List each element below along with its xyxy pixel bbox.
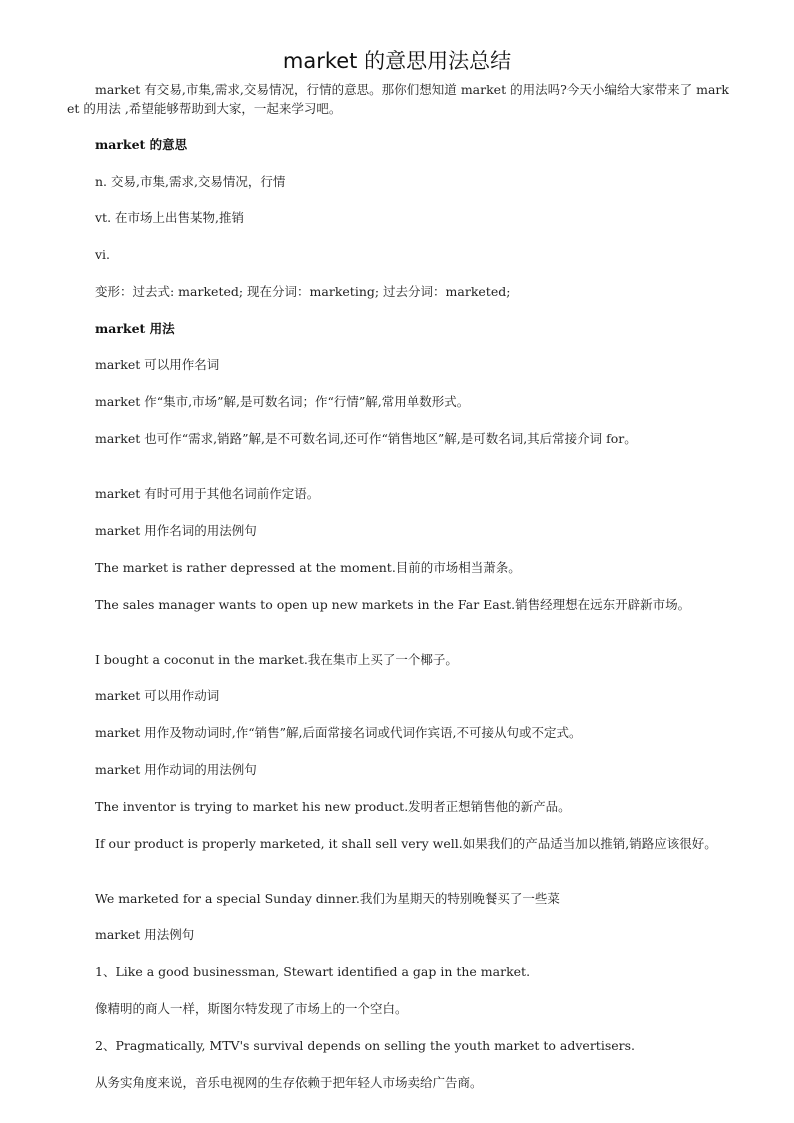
usage-example-1-chinese: 像精明的商人一样，斯图尔特发现了市场上的一个空白。 (95, 1001, 408, 1016)
word-forms: 变形：过去式: marketed; 现在分词：marketing; 过去分词：marketed; (95, 284, 511, 299)
page-title: market 的意思用法总结 (282, 49, 512, 74)
intro-paragraph: market 有交易,市集,需求,交易情况，行情的意思。那你们想知道 market 的用法吗?今天小编给大家带来了 market 的用法 ,希望能够帮助到大家，一起来学习吧。 (67, 82, 729, 116)
noun-usage-note-2: market 也可作“需求,销路”解,是不可数名词,还可作“销售地区”解,是可数名词,其后常接介词 for。 (95, 431, 637, 446)
noun-example-1: The market is rather depressed at the moment.目前的市场相当萧条。 (95, 560, 521, 575)
usage-example-1-english: 1、Like a good businessman, Stewart identified a gap in the market. (95, 964, 531, 979)
section-heading-usage: market 用法 (95, 321, 175, 336)
usage-example-2-chinese: 从务实角度来说，音乐电视网的生存依赖于把年轻人市场卖给广告商。 (95, 1075, 483, 1090)
verb-usage-note: market 用作及物动词时,作“销售”解,后面常接名词或代词作宾语,不可接从句或不定式。 (95, 725, 582, 740)
noun-examples-heading: market 用作名词的用法例句 (95, 523, 257, 538)
noun-usage-heading: market 可以用作名词 (95, 357, 220, 372)
usage-examples-heading: market 用法例句 (95, 927, 195, 942)
verb-examples-heading: market 用作动词的用法例句 (95, 762, 257, 777)
definition-transitive-verb: vt. 在市场上出售某物,推销 (95, 210, 245, 225)
noun-example-3: I bought a coconut in the market.我在集市上买了一个椰子。 (95, 652, 458, 667)
verb-example-2: If our product is properly marketed, it shall sell very well.如果我们的产品适当加以推销,销路应该很好。 (95, 836, 717, 851)
verb-example-3: We marketed for a special Sunday dinner.我们为星期天的特别晚餐买了一些菜 (95, 891, 560, 906)
verb-usage-heading: market 可以用作动词 (95, 688, 220, 703)
section-heading-meaning: market 的意思 (95, 137, 188, 152)
noun-usage-note-3: market 有时可用于其他名词前作定语。 (95, 486, 320, 501)
noun-usage-note-1: market 作“集市,市场”解,是可数名词；作“行情”解,常用单数形式。 (95, 394, 470, 409)
noun-example-2: The sales manager wants to open up new markets in the Far East.销售经理想在远东开辟新市场。 (95, 597, 691, 612)
definition-intransitive-verb: vi. (95, 247, 111, 262)
usage-example-2-english: 2、Pragmatically, MTV's survival depends on selling the youth market to advertisers. (95, 1038, 635, 1053)
verb-example-1: The inventor is trying to market his new product.发明者正想销售他的新产品。 (95, 799, 571, 814)
definition-noun: n. 交易,市集,需求,交易情况，行情 (95, 174, 286, 189)
